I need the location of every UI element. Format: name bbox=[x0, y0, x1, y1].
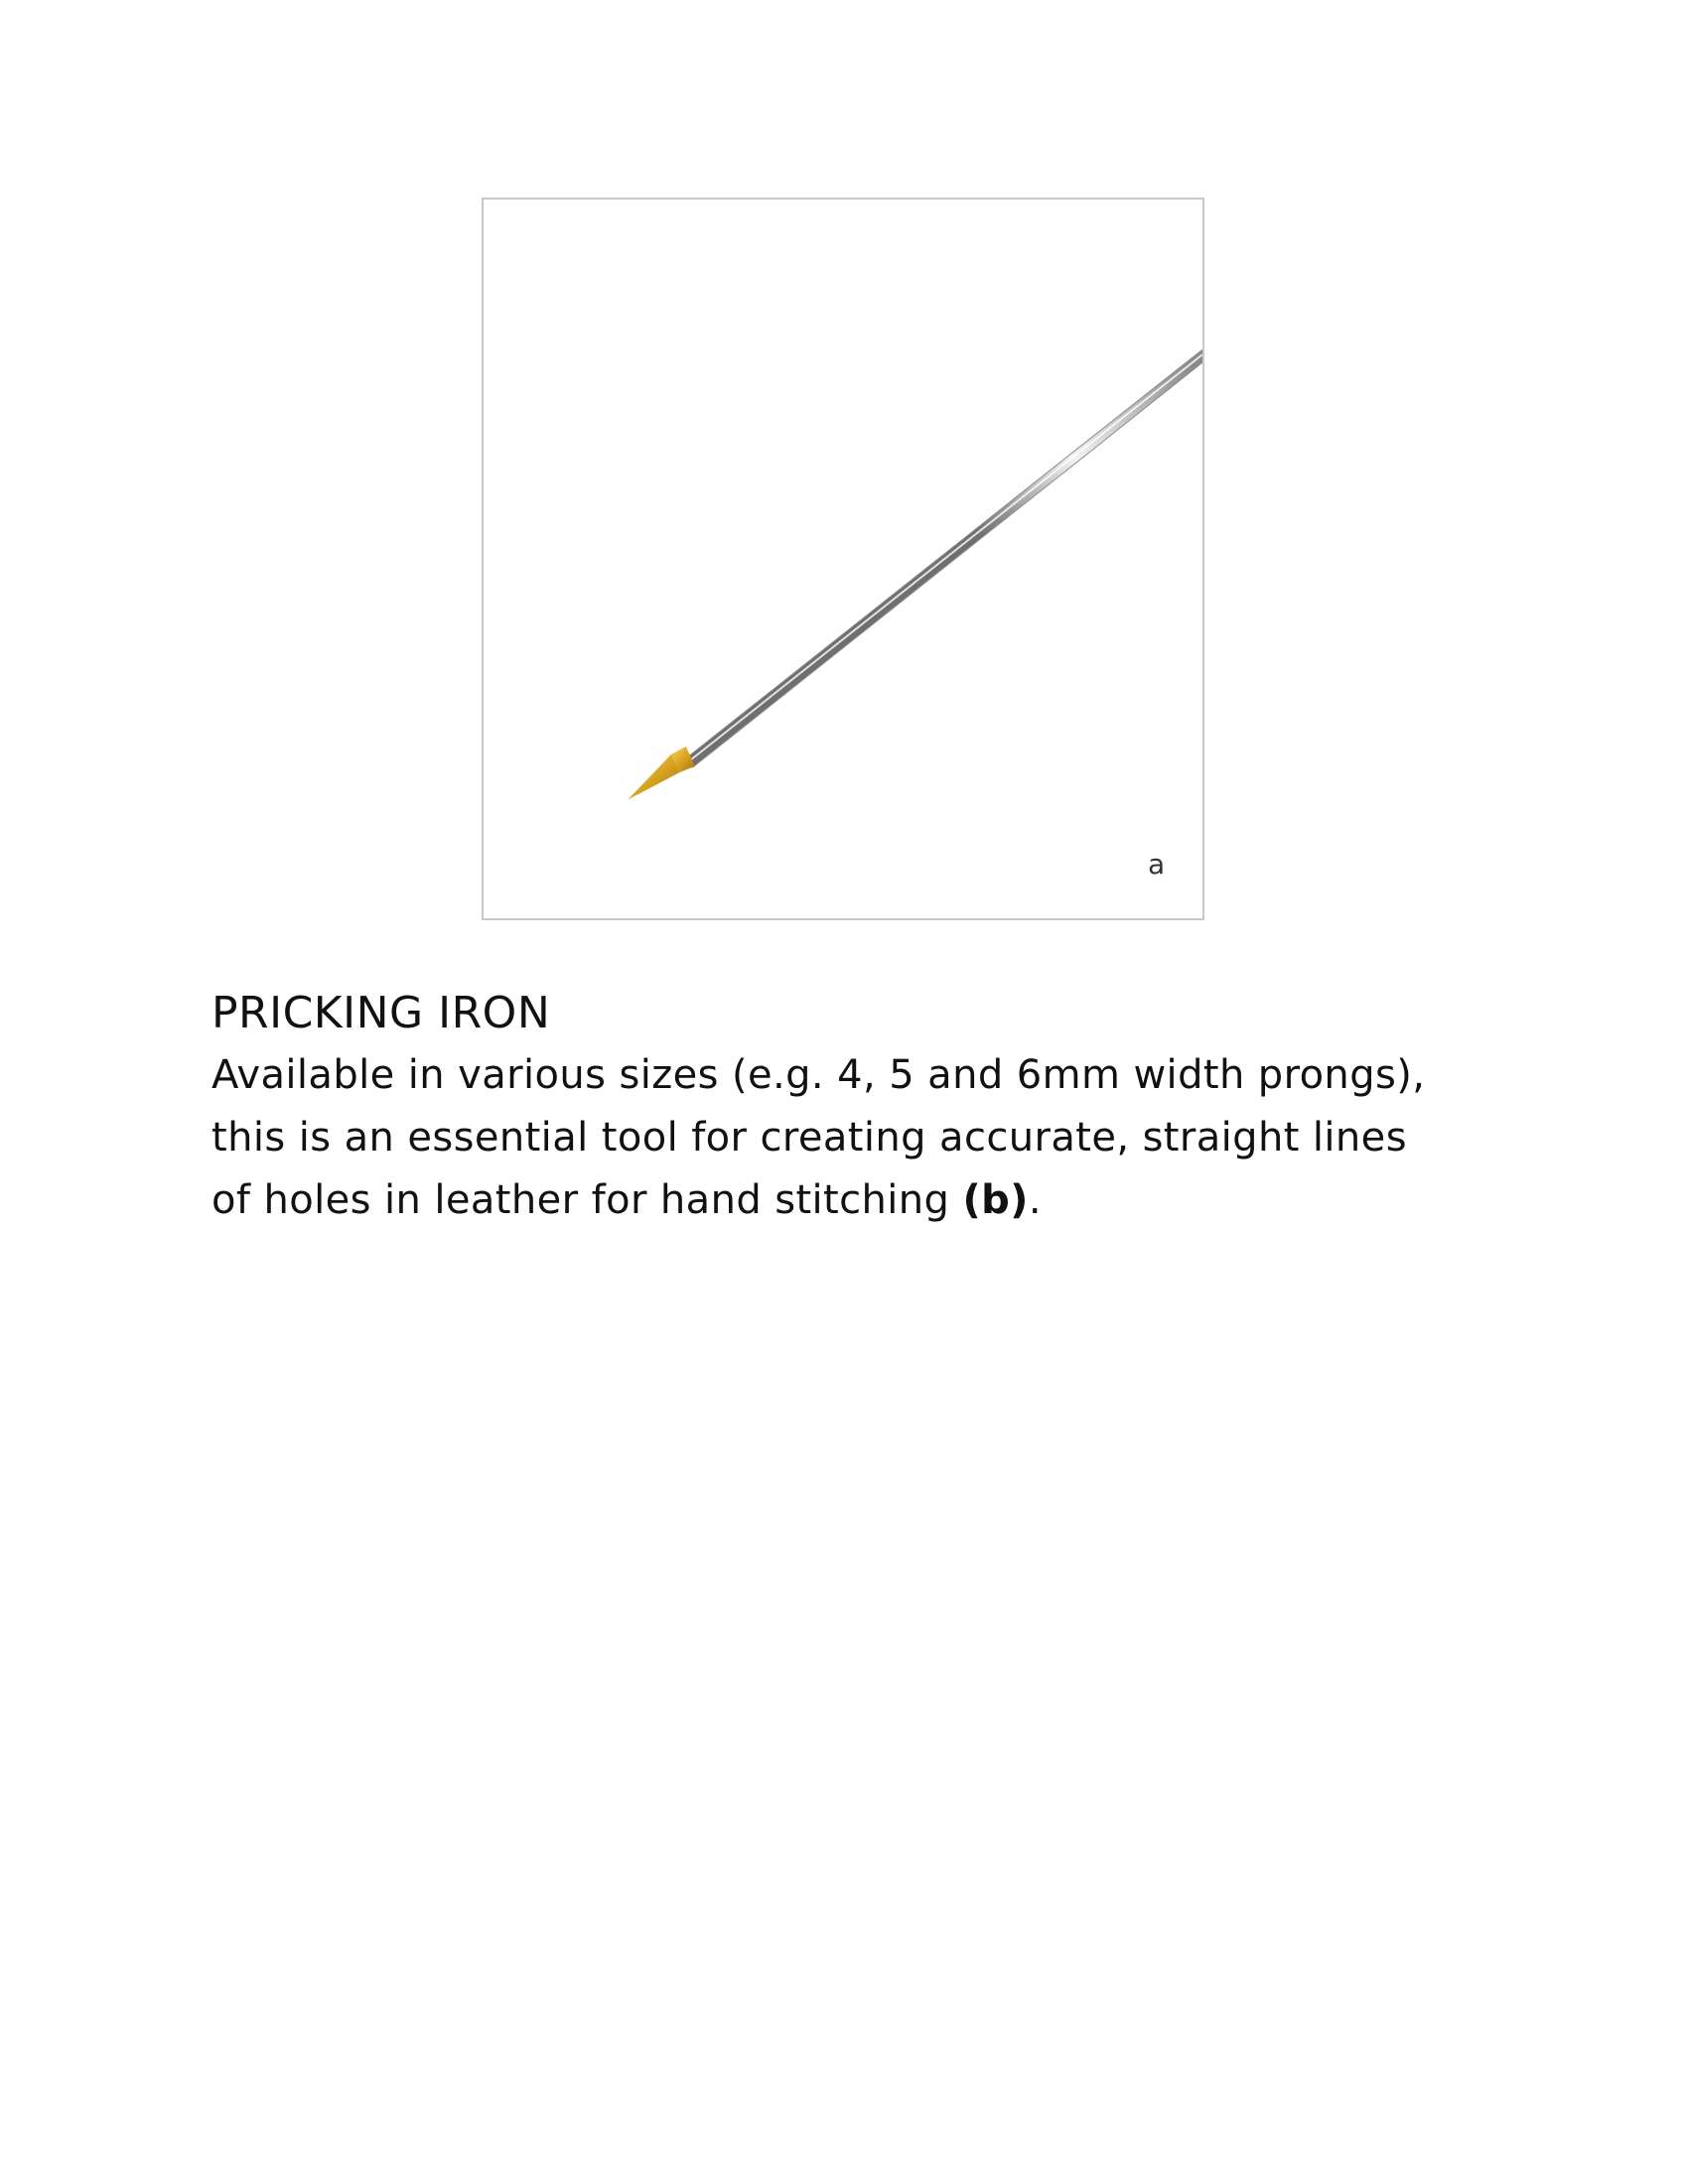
product-figure bbox=[482, 198, 1204, 920]
needle-icon bbox=[484, 200, 1202, 918]
description-line-3-end: . bbox=[1028, 1177, 1042, 1223]
section-description bbox=[211, 1044, 1502, 1232]
needle-tip bbox=[628, 754, 680, 800]
pricking-iron-section bbox=[211, 983, 1502, 1232]
description-line-2: this is an essential tool for creating accurate, straight lines bbox=[211, 1115, 1407, 1160]
section-heading: PRICKING IRON bbox=[211, 988, 551, 1038]
description-line-1: Available in various sizes (e.g. 4, 5 and 6mm width prongs), bbox=[211, 1052, 1426, 1098]
description-line-3: of holes in leather for hand stitching bbox=[211, 1177, 963, 1223]
figure-label: a bbox=[1148, 848, 1166, 881]
figure-reference: (b) bbox=[962, 1177, 1029, 1223]
